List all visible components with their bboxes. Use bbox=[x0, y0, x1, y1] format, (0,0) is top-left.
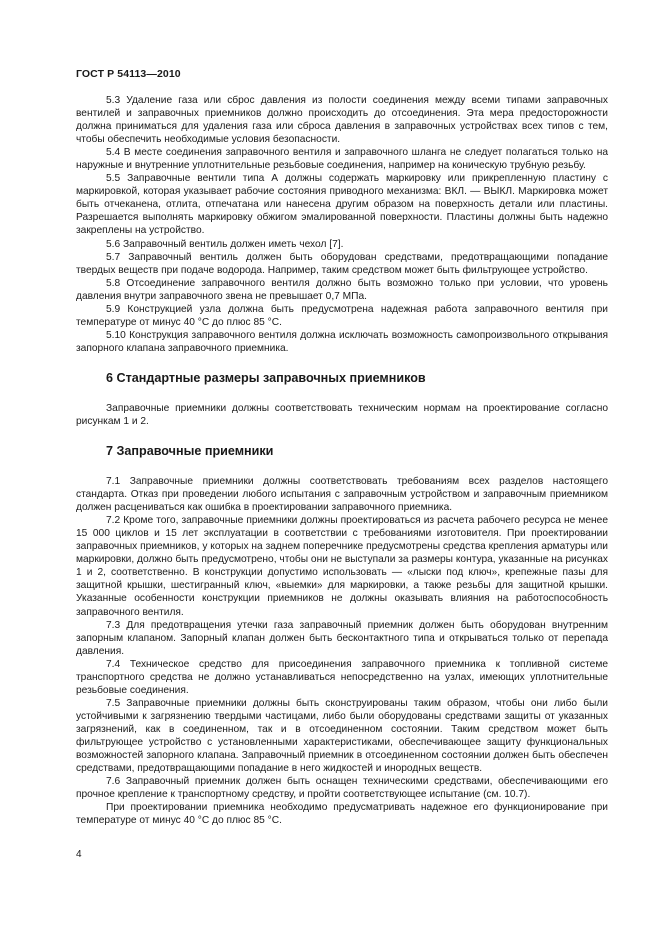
paragraph-7-4: 7.4 Техническое средство для присоединения заправочного приемника к топливной системе транспортного средства не должно устанавливаться непосредственно на узлах, имеющих уплотнительные резьбовые соединения. bbox=[76, 658, 608, 696]
document-body bbox=[76, 94, 608, 827]
paragraph-7-5: 7.5 Заправочные приемники должны быть сконструированы таким образом, чтобы они либо были устойчивыми к загрязнению твердыми частицами, либо были оборудованы средствами защиты от указанных загрязнений, как в соединенном, так и в отсоединенном состоянии. Таким средством может быть фильтрующее устройство с установленными характеристиками, обеспечивающее защиту функциональных возможностей запорного клапана. Заправочный приемник в отсоединенном состоянии должен быть обеспечен средствами, предотвращающими попадание в него жидкостей и инородных веществ. bbox=[76, 697, 608, 775]
paragraph-7-2: 7.2 Кроме того, заправочные приемники должны проектироваться из расчета рабочего ресурса не менее 15 000 циклов и 15 лет эксплуатации в соответствии с требованиями изготовителя. При проектировании заправочных приемников, у которых на заднем поперечнике предусмотрены средства крепления арматуры или маркировки, должно быть предусмотрено, чтобы они не выступали за размеры контура, указанные на рисунках 1 и 2, соответственно. В конструкции допустимо использовать — «лыски под ключ», крепежные пазы для защитной крышки, шестигранный ключ, «выемки» для маркировки, а также резьбы для защитной крышки. Указанные особенности конструкции приемников не должны оказывать влияния на работоспособность заправочного вентиля. bbox=[76, 515, 608, 618]
section-6-heading: 6 Стандартные размеры заправочных приемников bbox=[106, 370, 426, 385]
page-number: 4 bbox=[76, 849, 82, 860]
section-7-heading: 7 Заправочные приемники bbox=[106, 444, 274, 459]
paragraph-5-3: 5.3 Удаление газа или сброс давления из полости соединения между всеми типами заправочных вентилей и заправочных приемников должно происходить до отсоединения. Эта мера предосторожности должна приниматься для удаления газа или сброса давления в заправочных устройствах всех типов с тем, чтобы обеспечить необходимые условия безопасности. bbox=[76, 95, 608, 146]
paragraph-6-1: Заправочные приемники должны соответствовать техническим нормам на проектирование согласно рисункам 1 и 2. bbox=[76, 402, 608, 427]
paragraph-7-6: 7.6 Заправочный приемник должен быть оснащен техническими средствами, обеспечивающими его прочное крепление к транспортному средству, и пройти соответствующее испытание (см. 10.7). bbox=[76, 776, 608, 801]
paragraph-5-9: 5.9 Конструкцией узла должна быть предусмотрена надежная работа заправочного вентиля при температуре от минус 40 °С до плюс 85 °С. bbox=[76, 303, 608, 328]
paragraph-5-8: 5.8 Отсоединение заправочного вентиля должно быть возможно только при условии, что уровень давления внутри заправочного звена не превышает 0,7 МПа. bbox=[76, 277, 608, 302]
paragraph-5-6: 5.6 Заправочный вентиль должен иметь чехол [7]. bbox=[106, 238, 344, 250]
paragraph-7-3: 7.3 Для предотвращения утечки газа заправочный приемник должен быть оборудован внутренним запорным клапаном. Запорный клапан должен быть бесконтактного типа и открываться только от перепада давления. bbox=[76, 619, 608, 657]
paragraph-7-6-note: При проектировании приемника необходимо предусматривать надежное его функционирование при температуре от минус 40 °С до плюс 85 °С. bbox=[76, 802, 608, 827]
paragraph-5-5: 5.5 Заправочные вентили типа А должны содержать маркировку или прикрепленную пластину с маркировкой, которая указывает рабочие состояния приводного механизма: ВКЛ. — ВЫКЛ. Маркировка может быть отчеканена, отлита, отпечатана или нанесена другим образом на поверхность детали или пластины. Разрешается выполнять маркировку обжигом эмалированной поверхности. Пластины должны быть надежно закреплены на устройство. bbox=[76, 173, 608, 237]
paragraph-7-1: 7.1 Заправочные приемники должны соответствовать требованиям всех разделов настоящего стандарта. Отказ при проведении любого испытания с заправочным устройством и заправочным приемником должен расцениваться как ошибка в проектировании заправочного приемника. bbox=[76, 476, 608, 514]
document-header: ГОСТ Р 54113—2010 bbox=[76, 68, 181, 80]
paragraph-5-10: 5.10 Конструкция заправочного вентиля должна исключать возможность самопроизвольного открывания запорного клапана заправочного приемника. bbox=[76, 329, 608, 354]
paragraph-5-7: 5.7 Заправочный вентиль должен быть оборудован средствами, предотвращающими попадание твердых веществ при подаче водорода. Например, таким средством может быть фильтрующее устройство. bbox=[76, 251, 608, 276]
paragraph-5-4: 5.4 В месте соединения заправочного вентиля и заправочного шланга не следует полагаться только на наружные и внутренние уплотнительные резьбовые соединения, например на коническую трубную резьбу. bbox=[76, 147, 608, 172]
